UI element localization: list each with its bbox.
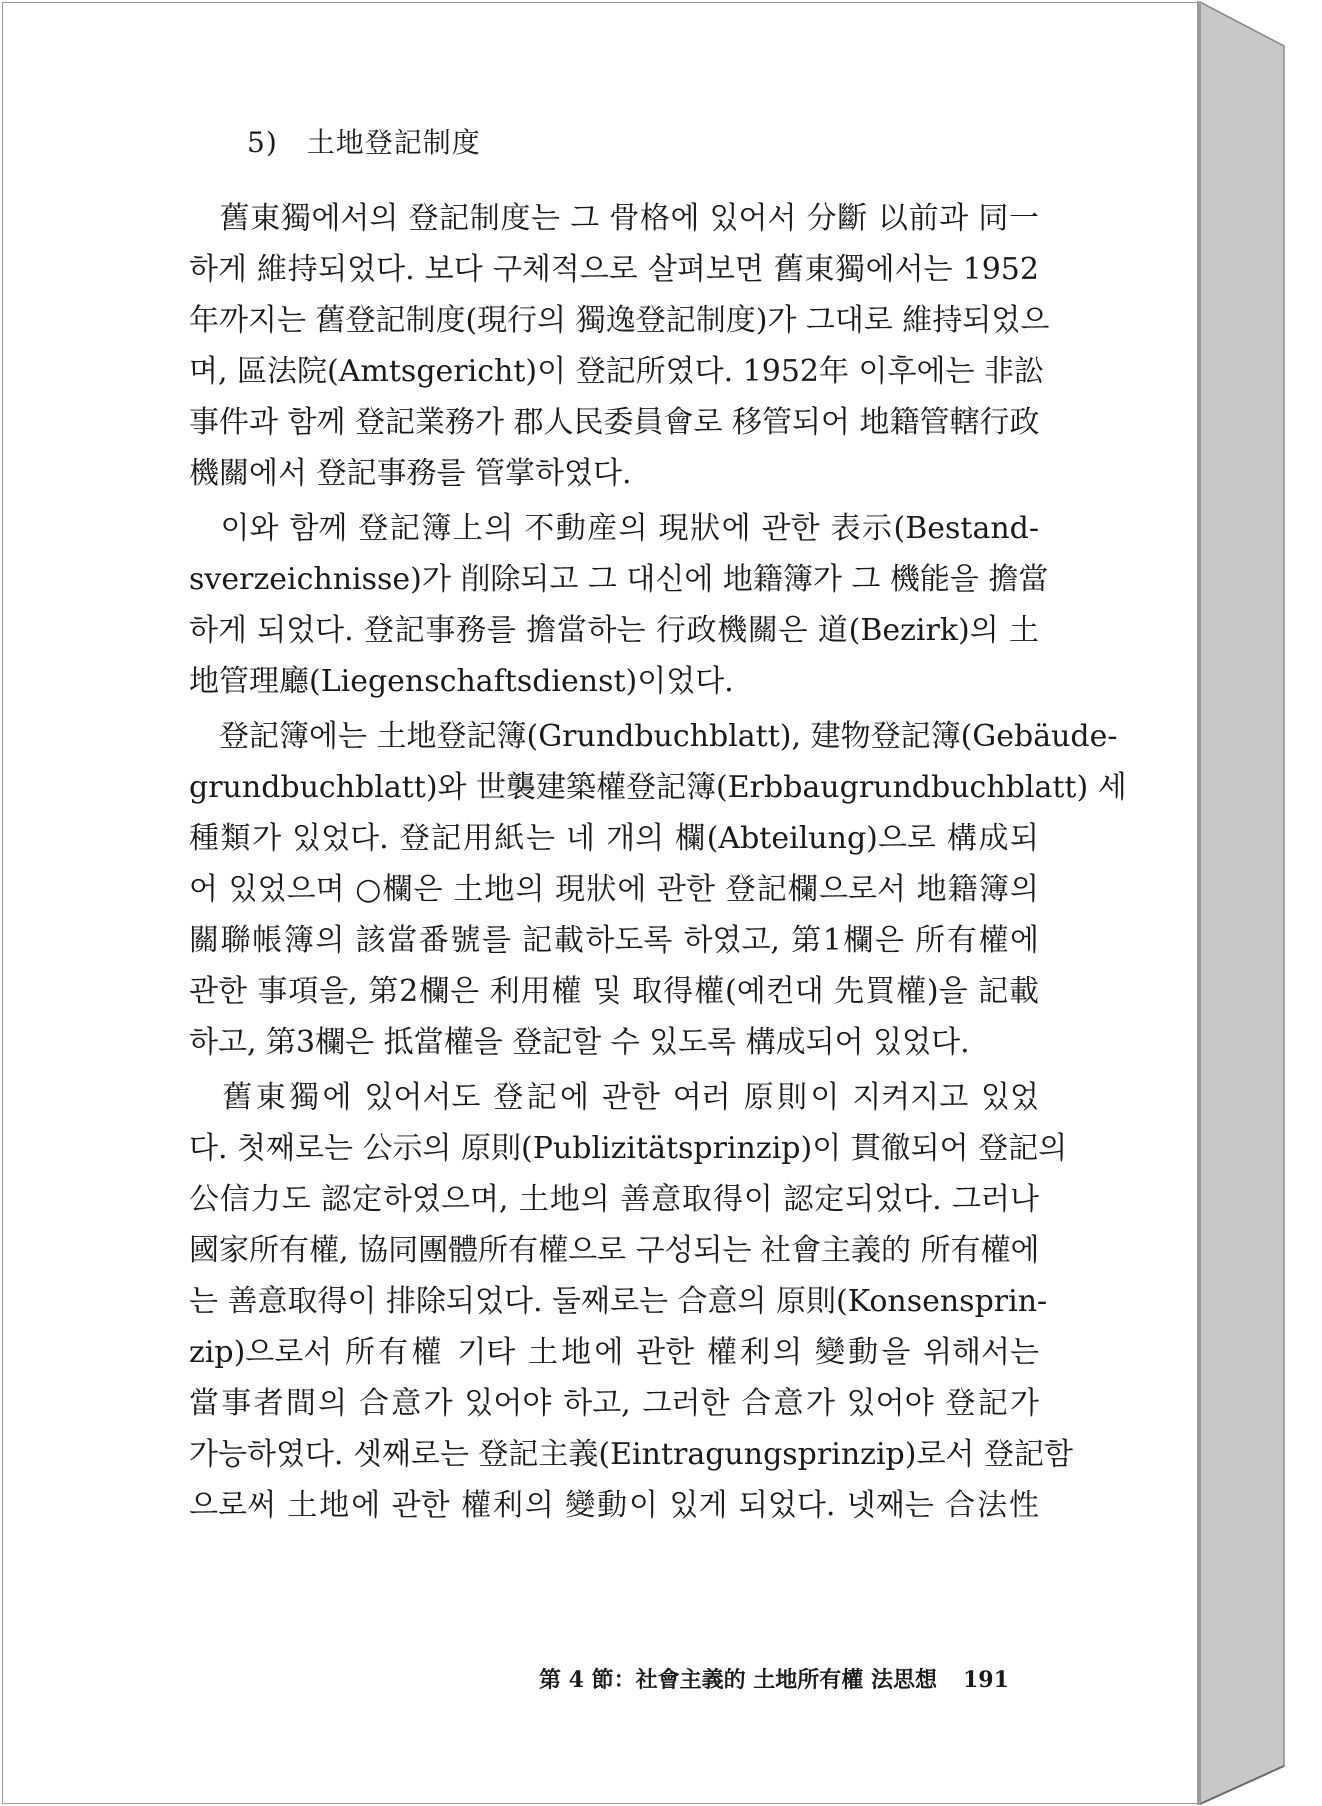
body-line: 하게 되었다. 登記事務를 擔當하는 行政機關은 道(Bezirk)의 土: [189, 613, 1039, 648]
body-line: 하게 維持되었다. 보다 구체적으로 살펴보면 舊東獨에서는 1952: [189, 252, 1039, 287]
body-line: grundbuchblatt)와 世襲建築權登記簿(Erbbaugrundbuchblatt) 세: [189, 770, 1127, 805]
body-line: 어 있었으며 ○欄은 土地의 現狀에 관한 登記欄으로서 地籍簿의: [189, 872, 1039, 907]
running-header-chapter: 第 4 節：社會主義的 土地所有權 法思想: [539, 1667, 937, 1693]
body-line: 며, 區法院(Amtsgericht)이 登記所였다. 1952年 이후에는 非訟: [189, 354, 1044, 389]
section-title: 5) 土地登記制度: [247, 126, 481, 159]
body-line: 는 善意取得이 排除되었다. 둘째로는 合意의 原則(Konsensprin-: [189, 1284, 1048, 1319]
body-line: 關聯帳簿의 該當番號를 記載하도록 하였고, 第1欄은 所有權에: [189, 923, 1039, 958]
body-line: 國家所有權, 協同團體所有權으로 구성되는 社會主義的 所有權에: [189, 1233, 1040, 1268]
body-line: 公信力도 認定하였으며, 土地의 善意取得이 認定되었다. 그러나: [189, 1182, 1039, 1217]
body-line: 地管理廳(Liegenschaftsdienst)이었다.: [189, 664, 734, 699]
body-line: 機關에서 登記事務를 管掌하였다.: [189, 456, 632, 491]
body-line: 事件과 함께 登記業務가 郡人民委員會로 移管되어 地籍管轄行政: [189, 405, 1040, 440]
body-line: 舊東獨에 있어서도 登記에 관한 여러 原則이 지켜지고 있었: [189, 1080, 1039, 1115]
book-page: [2, 2, 1198, 1804]
body-line: 이와 함께 登記簿上의 不動産의 現狀에 관한 表示(Bestand-: [189, 511, 1039, 546]
body-line: sverzeichnisse)가 削除되고 그 대신에 地籍簿가 그 機能을 擔當: [189, 562, 1049, 597]
body-line: 種類가 있었다. 登記用紙는 네 개의 欄(Abteilung)으로 構成되: [189, 821, 1039, 856]
body-line: 관한 事項을, 第2欄은 利用權 및 取得權(예컨대 先買權)을 記載: [189, 974, 1039, 1009]
body-line: 登記簿에는 土地登記簿(Grundbuchblatt), 建物登記簿(Gebäude-: [189, 719, 1118, 754]
body-line: 으로써 土地에 관한 權利의 變動이 있게 되었다. 넷째는 合法性: [189, 1488, 1039, 1523]
body-line: zip)으로서 所有權 기타 土地에 관한 權利의 變動을 위해서는: [189, 1335, 1039, 1370]
body-line: 年까지는 舊登記制度(現行의 獨逸登記制度)가 그대로 維持되었으: [189, 303, 1050, 338]
body-line: 當事者間의 合意가 있어야 하고, 그러한 合意가 있어야 登記가: [189, 1386, 1039, 1421]
body-line: 다. 첫째로는 公示의 原則(Publizitätsprinzip)이 貫徹되어 登記의: [189, 1131, 1068, 1166]
page-footer: [539, 1663, 1009, 1694]
body-line: 가능하였다. 셋째로는 登記主義(Eintragungsprinzip)로서 登記함: [189, 1437, 1073, 1472]
body-line: 하고, 第3欄은 抵當權을 登記할 수 있도록 構成되어 있었다.: [189, 1025, 970, 1060]
body-line: 舊東獨에서의 登記制度는 그 骨格에 있어서 分斷 以前과 同一: [189, 201, 1039, 236]
page-number: 191: [962, 1667, 1009, 1693]
